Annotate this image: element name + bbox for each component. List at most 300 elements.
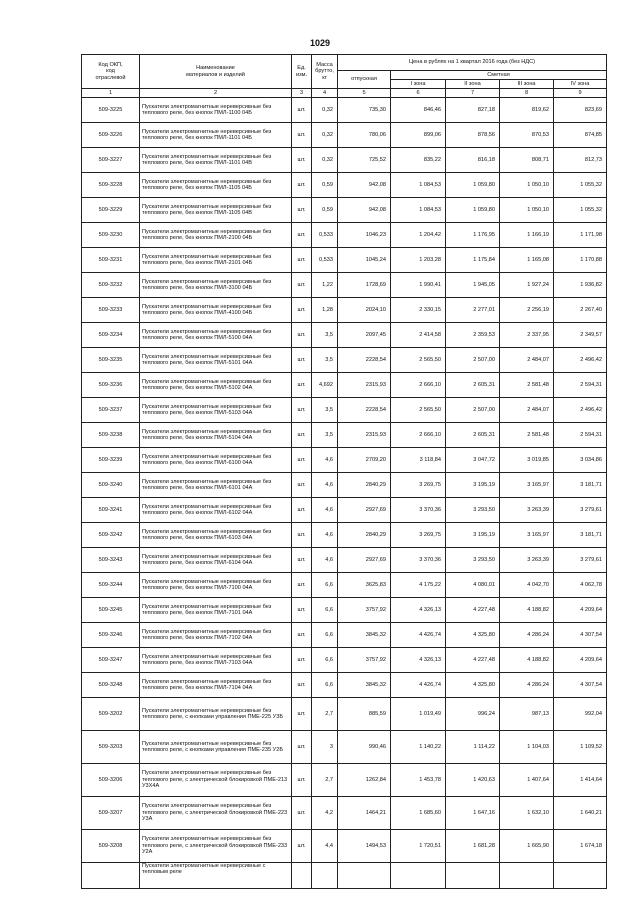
zone-1-price: 4 426,74 [391,673,446,698]
zone-4-price: 4 307,54 [554,673,607,698]
empty-cell [446,863,500,889]
table-row [82,198,607,223]
item-mass: 4,692 [312,373,338,398]
zone-4-price: 3 034,86 [554,448,607,473]
zone-3-price: 4 188,82 [500,598,554,623]
empty-cell [391,863,446,889]
release-price: 735,30 [338,98,391,123]
zone-2-price: 2 507,00 [446,348,500,373]
table-row [82,423,607,448]
item-mass: 0,32 [312,123,338,148]
item-mass: 0,32 [312,148,338,173]
zone-3-price: 4 188,82 [500,648,554,673]
zone-1-price: 4 326,13 [391,598,446,623]
table-row [82,448,607,473]
item-unit: шт. [292,273,312,298]
table-row [82,298,607,323]
zone-2-price: 2 359,53 [446,323,500,348]
zone-1-price: 2 330,15 [391,298,446,323]
table-row [82,498,607,523]
item-unit: шт. [292,523,312,548]
item-code: 509-3233 [82,298,140,323]
header-zone-3: III зона [500,80,554,89]
release-price: 2315,93 [338,373,391,398]
item-code: 509-3227 [82,148,140,173]
table-row [82,623,607,648]
release-price: 942,08 [338,173,391,198]
zone-3-price: 2 581,48 [500,373,554,398]
item-name: Пускатели электромагнитные нереверсивные без теплового реле, с электрической блокировкой ПМЕ-213 У3Х4А [140,764,292,797]
item-code: 509-3235 [82,348,140,373]
table-row [82,573,607,598]
release-price: 780,06 [338,123,391,148]
zone-1-price: 4 175,22 [391,573,446,598]
item-name: Пускатели электромагнитные нереверсивные без теплового реле, без кнопок ПМЛ-1105 04Б [140,173,292,198]
item-name: Пускатели электромагнитные нереверсивные без теплового реле, без кнопок ПМЛ-2100 04Б [140,223,292,248]
item-name: Пускатели электромагнитные нереверсивные без теплового реле, без кнопок ПМЛ-7102 04А [140,623,292,648]
zone-4-price: 3 181,71 [554,523,607,548]
item-name: Пускатели электромагнитные нереверсивные без теплового реле, с электрической блокировкой ПМЕ-223 У3А [140,797,292,830]
header-mass: Масса брутто, кг [312,55,338,89]
item-name: Пускатели электромагнитные нереверсивные без теплового реле, без кнопок ПМЛ-1105 04В [140,198,292,223]
zone-2-price: 3 047,72 [446,448,500,473]
item-unit: шт. [292,498,312,523]
zone-4-price: 992,04 [554,698,607,731]
empty-cell [500,863,554,889]
zone-2-price: 1 059,80 [446,173,500,198]
item-name: Пускатели электромагнитные нереверсивные без теплового реле, без кнопок ПМЛ-3100 04Б [140,273,292,298]
zone-1-price: 3 269,75 [391,523,446,548]
release-price: 1494,53 [338,830,391,863]
zone-2-price: 3 195,19 [446,473,500,498]
item-code: 509-3232 [82,273,140,298]
table-row [82,830,607,863]
zone-1-price: 3 370,36 [391,498,446,523]
item-name: Пускатели электромагнитные нереверсивные без теплового реле, без кнопок ПМЛ-7104 04А [140,673,292,698]
zone-4-price: 812,73 [554,148,607,173]
item-unit: шт. [292,323,312,348]
release-price: 2097,45 [338,323,391,348]
column-number: 8 [500,89,554,98]
zone-4-price: 4 307,54 [554,623,607,648]
item-mass: 4,6 [312,473,338,498]
column-number: 4 [312,89,338,98]
item-code: 509-3246 [82,623,140,648]
table-row [82,764,607,797]
zone-4-price: 3 181,71 [554,473,607,498]
zone-2-price: 4 227,48 [446,648,500,673]
item-name: Пускатели электромагнитные нереверсивные без теплового реле, без кнопок ПМЛ-6102 04А [140,498,292,523]
release-price: 990,46 [338,731,391,764]
empty-cell [338,863,391,889]
zone-3-price: 4 286,24 [500,673,554,698]
release-price: 1045,24 [338,248,391,273]
header-zone-4: IV зона [554,80,607,89]
item-name: Пускатели электромагнитные нереверсивные без теплового реле, с кнопками управления ПМЕ-225 У3Б [140,698,292,731]
zone-1-price: 1 084,53 [391,173,446,198]
item-unit: шт. [292,223,312,248]
zone-3-price: 1 050,10 [500,198,554,223]
release-price: 2024,10 [338,298,391,323]
zone-1-price: 1 685,60 [391,797,446,830]
header-code-okp: Код ОКП, код отраслевой [82,55,140,89]
item-mass: 4,6 [312,498,338,523]
empty-cell [312,863,338,889]
header-name: Наименование материалов и изделий [140,55,292,89]
column-number: 9 [554,89,607,98]
item-code: 509-3245 [82,598,140,623]
column-number: 7 [446,89,500,98]
zone-3-price: 3 165,97 [500,523,554,548]
zone-3-price: 2 256,19 [500,298,554,323]
table-row [82,648,607,673]
zone-4-price: 3 279,61 [554,498,607,523]
zone-4-price: 2 594,31 [554,373,607,398]
item-unit: шт. [292,98,312,123]
item-code: 509-3237 [82,398,140,423]
item-code: 509-3238 [82,423,140,448]
release-price: 3625,83 [338,573,391,598]
item-mass: 4,6 [312,448,338,473]
zone-2-price: 2 605,31 [446,423,500,448]
zone-2-price: 1 114,22 [446,731,500,764]
zone-2-price: 4 227,48 [446,598,500,623]
zone-1-price: 846,46 [391,98,446,123]
item-unit: шт. [292,673,312,698]
release-price: 2840,29 [338,523,391,548]
item-mass: 3 [312,731,338,764]
item-code: 509-3243 [82,548,140,573]
empty-cell [292,863,312,889]
zone-4-price: 823,69 [554,98,607,123]
release-price: 1046,23 [338,223,391,248]
item-mass: 6,6 [312,673,338,698]
release-price: 1728,69 [338,273,391,298]
item-mass: 2,7 [312,698,338,731]
item-unit: шт. [292,598,312,623]
table-row [82,797,607,830]
zone-2-price: 2 605,31 [446,373,500,398]
zone-4-price: 1 055,32 [554,173,607,198]
item-code: 509-3248 [82,673,140,698]
zone-1-price: 2 565,50 [391,398,446,423]
table-row [82,398,607,423]
zone-3-price: 3 263,39 [500,548,554,573]
zone-1-price: 2 666,10 [391,423,446,448]
zone-3-price: 3 165,97 [500,473,554,498]
zone-2-price: 1 059,80 [446,198,500,223]
item-unit: шт. [292,423,312,448]
zone-3-price: 1 104,03 [500,731,554,764]
zone-4-price: 2 267,40 [554,298,607,323]
zone-4-price: 1 414,64 [554,764,607,797]
item-name: Пускатели электромагнитные нереверсивные без теплового реле, без кнопок ПМЛ-6104 04А [140,548,292,573]
zone-3-price: 2 337,95 [500,323,554,348]
item-name: Пускатели электромагнитные нереверсивные без теплового реле, без кнопок ПМЛ-1101 04В [140,148,292,173]
item-name: Пускатели электромагнитные нереверсивные без теплового реле, без кнопок ПМЛ-6101 04А [140,473,292,498]
table-row [82,698,607,731]
release-price: 2315,93 [338,423,391,448]
item-unit: шт. [292,398,312,423]
item-code: 509-3244 [82,573,140,598]
zone-1-price: 2 414,58 [391,323,446,348]
item-code: 509-3236 [82,373,140,398]
release-price: 1262,84 [338,764,391,797]
item-mass: 4,6 [312,523,338,548]
table-row [82,173,607,198]
zone-2-price: 996,24 [446,698,500,731]
item-code: 509-3247 [82,648,140,673]
item-unit: шт. [292,648,312,673]
item-unit: шт. [292,548,312,573]
item-mass: 0,59 [312,173,338,198]
item-name: Пускатели электромагнитные нереверсивные без теплового реле, без кнопок ПМЛ-5101 04А [140,348,292,373]
item-unit: шт. [292,573,312,598]
zone-1-price: 1 453,78 [391,764,446,797]
item-mass: 6,6 [312,598,338,623]
item-unit: шт. [292,198,312,223]
zone-2-price: 2 507,00 [446,398,500,423]
item-name: Пускатели электромагнитные нереверсивные без теплового реле, без кнопок ПМЛ-5100 04А [140,323,292,348]
release-price: 2228,54 [338,398,391,423]
release-price: 2709,20 [338,448,391,473]
zone-3-price: 1 632,10 [500,797,554,830]
table-row [82,548,607,573]
item-mass: 6,6 [312,623,338,648]
zone-4-price: 1 171,98 [554,223,607,248]
zone-1-price: 1 203,28 [391,248,446,273]
item-mass: 4,6 [312,548,338,573]
item-unit: шт. [292,173,312,198]
item-mass: 6,6 [312,573,338,598]
item-mass: 0,533 [312,223,338,248]
zone-4-price: 4 209,64 [554,598,607,623]
table-row [82,598,607,623]
zone-1-price: 3 269,75 [391,473,446,498]
item-code: 509-3206 [82,764,140,797]
zone-2-price: 878,56 [446,123,500,148]
zone-3-price: 3 263,39 [500,498,554,523]
item-mass: 3,5 [312,398,338,423]
zone-2-price: 1 681,28 [446,830,500,863]
column-number-row [82,89,607,98]
zone-2-price: 1 420,63 [446,764,500,797]
zone-1-price: 1 720,51 [391,830,446,863]
zone-2-price: 1 175,84 [446,248,500,273]
item-mass: 1,28 [312,298,338,323]
zone-3-price: 2 581,48 [500,423,554,448]
zone-3-price: 870,53 [500,123,554,148]
item-code: 509-3239 [82,448,140,473]
item-unit: шт. [292,698,312,731]
item-mass: 3,5 [312,423,338,448]
zone-3-price: 1 927,24 [500,273,554,298]
release-price: 3845,32 [338,673,391,698]
item-name: Пускатели электромагнитные нереверсивные без теплового реле, без кнопок ПМЛ-2101 04Б [140,248,292,273]
item-name: Пускатели электромагнитные нереверсивные без теплового реле, без кнопок ПМЛ-4100 04Б [140,298,292,323]
item-unit: шт. [292,373,312,398]
zone-2-price: 2 277,01 [446,298,500,323]
header-unit: Ед. изм. [292,55,312,89]
zone-1-price: 1 990,41 [391,273,446,298]
column-number: 3 [292,89,312,98]
table-row [82,323,607,348]
item-mass: 0,59 [312,198,338,223]
release-price: 3845,32 [338,623,391,648]
table-row [82,123,607,148]
zone-2-price: 1 647,16 [446,797,500,830]
column-number: 2 [140,89,292,98]
item-name: Пускатели электромагнитные нереверсивные без теплового реле, с кнопками управления ПМЕ-235 У2Б [140,731,292,764]
item-name: Пускатели электромагнитные нереверсивные без теплового реле, без кнопок ПМЛ-7100 04А [140,573,292,598]
item-unit: шт. [292,348,312,373]
section-heading-row [82,863,607,889]
item-unit: шт. [292,448,312,473]
zone-2-price: 1 945,05 [446,273,500,298]
table-row [82,473,607,498]
release-price: 1464,21 [338,797,391,830]
zone-3-price: 1 166,19 [500,223,554,248]
header-release-price: отпускная [338,71,391,89]
item-mass: 6,6 [312,648,338,673]
zone-1-price: 4 426,74 [391,623,446,648]
item-unit: шт. [292,764,312,797]
item-unit: шт. [292,830,312,863]
release-price: 3757,92 [338,598,391,623]
zone-2-price: 827,18 [446,98,500,123]
table-row [82,731,607,764]
release-price: 2927,69 [338,548,391,573]
zone-3-price: 808,71 [500,148,554,173]
zone-1-price: 2 565,50 [391,348,446,373]
table-row [82,673,607,698]
item-code: 509-3229 [82,198,140,223]
zone-2-price: 4 080,01 [446,573,500,598]
header-price-group: Цена в рублях на 1 квартал 2016 года (без НДС) [338,55,607,71]
item-name: Пускатели электромагнитные нереверсивные без теплового реле, без кнопок ПМЛ-7103 04А [140,648,292,673]
item-code: 509-3231 [82,248,140,273]
item-unit: шт. [292,473,312,498]
item-code: 509-3208 [82,830,140,863]
item-name: Пускатели электромагнитные нереверсивные без теплового реле, без кнопок ПМЛ-6100 04А [140,448,292,473]
zone-1-price: 1 140,22 [391,731,446,764]
zone-3-price: 1 665,90 [500,830,554,863]
item-unit: шт. [292,623,312,648]
item-unit: шт. [292,298,312,323]
zone-2-price: 3 293,50 [446,498,500,523]
zone-4-price: 1 640,21 [554,797,607,830]
item-unit: шт. [292,248,312,273]
item-unit: шт. [292,148,312,173]
item-name: Пускатели электромагнитные нереверсивные без теплового реле, без кнопок ПМЛ-1101 04Б [140,123,292,148]
item-code: 509-3242 [82,523,140,548]
zone-1-price: 3 370,36 [391,548,446,573]
header-estimate-price: Сметная [391,71,607,80]
zone-1-price: 2 666,10 [391,373,446,398]
zone-2-price: 3 293,50 [446,548,500,573]
zone-4-price: 1 109,52 [554,731,607,764]
table-row [82,248,607,273]
zone-4-price: 3 279,61 [554,548,607,573]
zone-3-price: 819,62 [500,98,554,123]
header-zone-1: I зона [391,80,446,89]
table-row [82,98,607,123]
item-name: Пускатели электромагнитные нереверсивные без теплового реле, без кнопок ПМЛ-5102 04А [140,373,292,398]
item-name: Пускатели электромагнитные нереверсивные без теплового реле, с электрической блокировкой ПМЕ-233 У2А [140,830,292,863]
zone-3-price: 2 484,07 [500,348,554,373]
zone-1-price: 835,22 [391,148,446,173]
table-row [82,223,607,248]
item-code: 509-3203 [82,731,140,764]
item-code: 509-3207 [82,797,140,830]
item-mass: 0,533 [312,248,338,273]
table-row [82,523,607,548]
table-row [82,148,607,173]
item-mass: 0,32 [312,98,338,123]
item-unit: шт. [292,123,312,148]
zone-3-price: 1 407,64 [500,764,554,797]
release-price: 2840,29 [338,473,391,498]
zone-4-price: 1 055,32 [554,198,607,223]
item-code: 509-3225 [82,98,140,123]
item-code: 509-3228 [82,173,140,198]
item-unit: шт. [292,731,312,764]
item-mass: 3,5 [312,323,338,348]
release-price: 2228,54 [338,348,391,373]
zone-2-price: 816,18 [446,148,500,173]
release-price: 725,52 [338,148,391,173]
item-name: Пускатели электромагнитные нереверсивные без теплового реле, без кнопок ПМЛ-6103 04А [140,523,292,548]
zone-4-price: 1 674,18 [554,830,607,863]
item-unit: шт. [292,797,312,830]
zone-4-price: 2 496,42 [554,348,607,373]
column-number: 6 [391,89,446,98]
item-mass: 3,5 [312,348,338,373]
release-price: 885,59 [338,698,391,731]
price-table [81,54,607,889]
zone-1-price: 4 326,13 [391,648,446,673]
item-mass: 2,7 [312,764,338,797]
zone-4-price: 2 496,42 [554,398,607,423]
release-price: 3757,92 [338,648,391,673]
zone-4-price: 4 209,64 [554,648,607,673]
item-name: Пускатели электромагнитные нереверсивные без теплового реле, без кнопок ПМЛ-5104 04А [140,423,292,448]
header-zone-2: II зона [446,80,500,89]
empty-cell [554,863,607,889]
zone-1-price: 899,06 [391,123,446,148]
zone-4-price: 4 062,78 [554,573,607,598]
zone-3-price: 3 019,85 [500,448,554,473]
zone-3-price: 1 165,08 [500,248,554,273]
release-price: 942,08 [338,198,391,223]
item-code: 509-3202 [82,698,140,731]
release-price: 2927,69 [338,498,391,523]
zone-2-price: 3 195,19 [446,523,500,548]
zone-2-price: 1 176,95 [446,223,500,248]
zone-1-price: 1 204,42 [391,223,446,248]
table-row [82,273,607,298]
page-number: 1029 [309,38,331,48]
zone-2-price: 4 325,80 [446,673,500,698]
table-body [82,98,607,889]
zone-3-price: 4 042,70 [500,573,554,598]
table-row [82,373,607,398]
item-name: Пускатели электромагнитные нереверсивные без теплового реле, без кнопок ПМЛ-1100 04Б [140,98,292,123]
zone-4-price: 1 936,82 [554,273,607,298]
item-name: Пускатели электромагнитные нереверсивные без теплового реле, без кнопок ПМЛ-5103 04А [140,398,292,423]
zone-3-price: 4 286,24 [500,623,554,648]
zone-4-price: 2 349,57 [554,323,607,348]
